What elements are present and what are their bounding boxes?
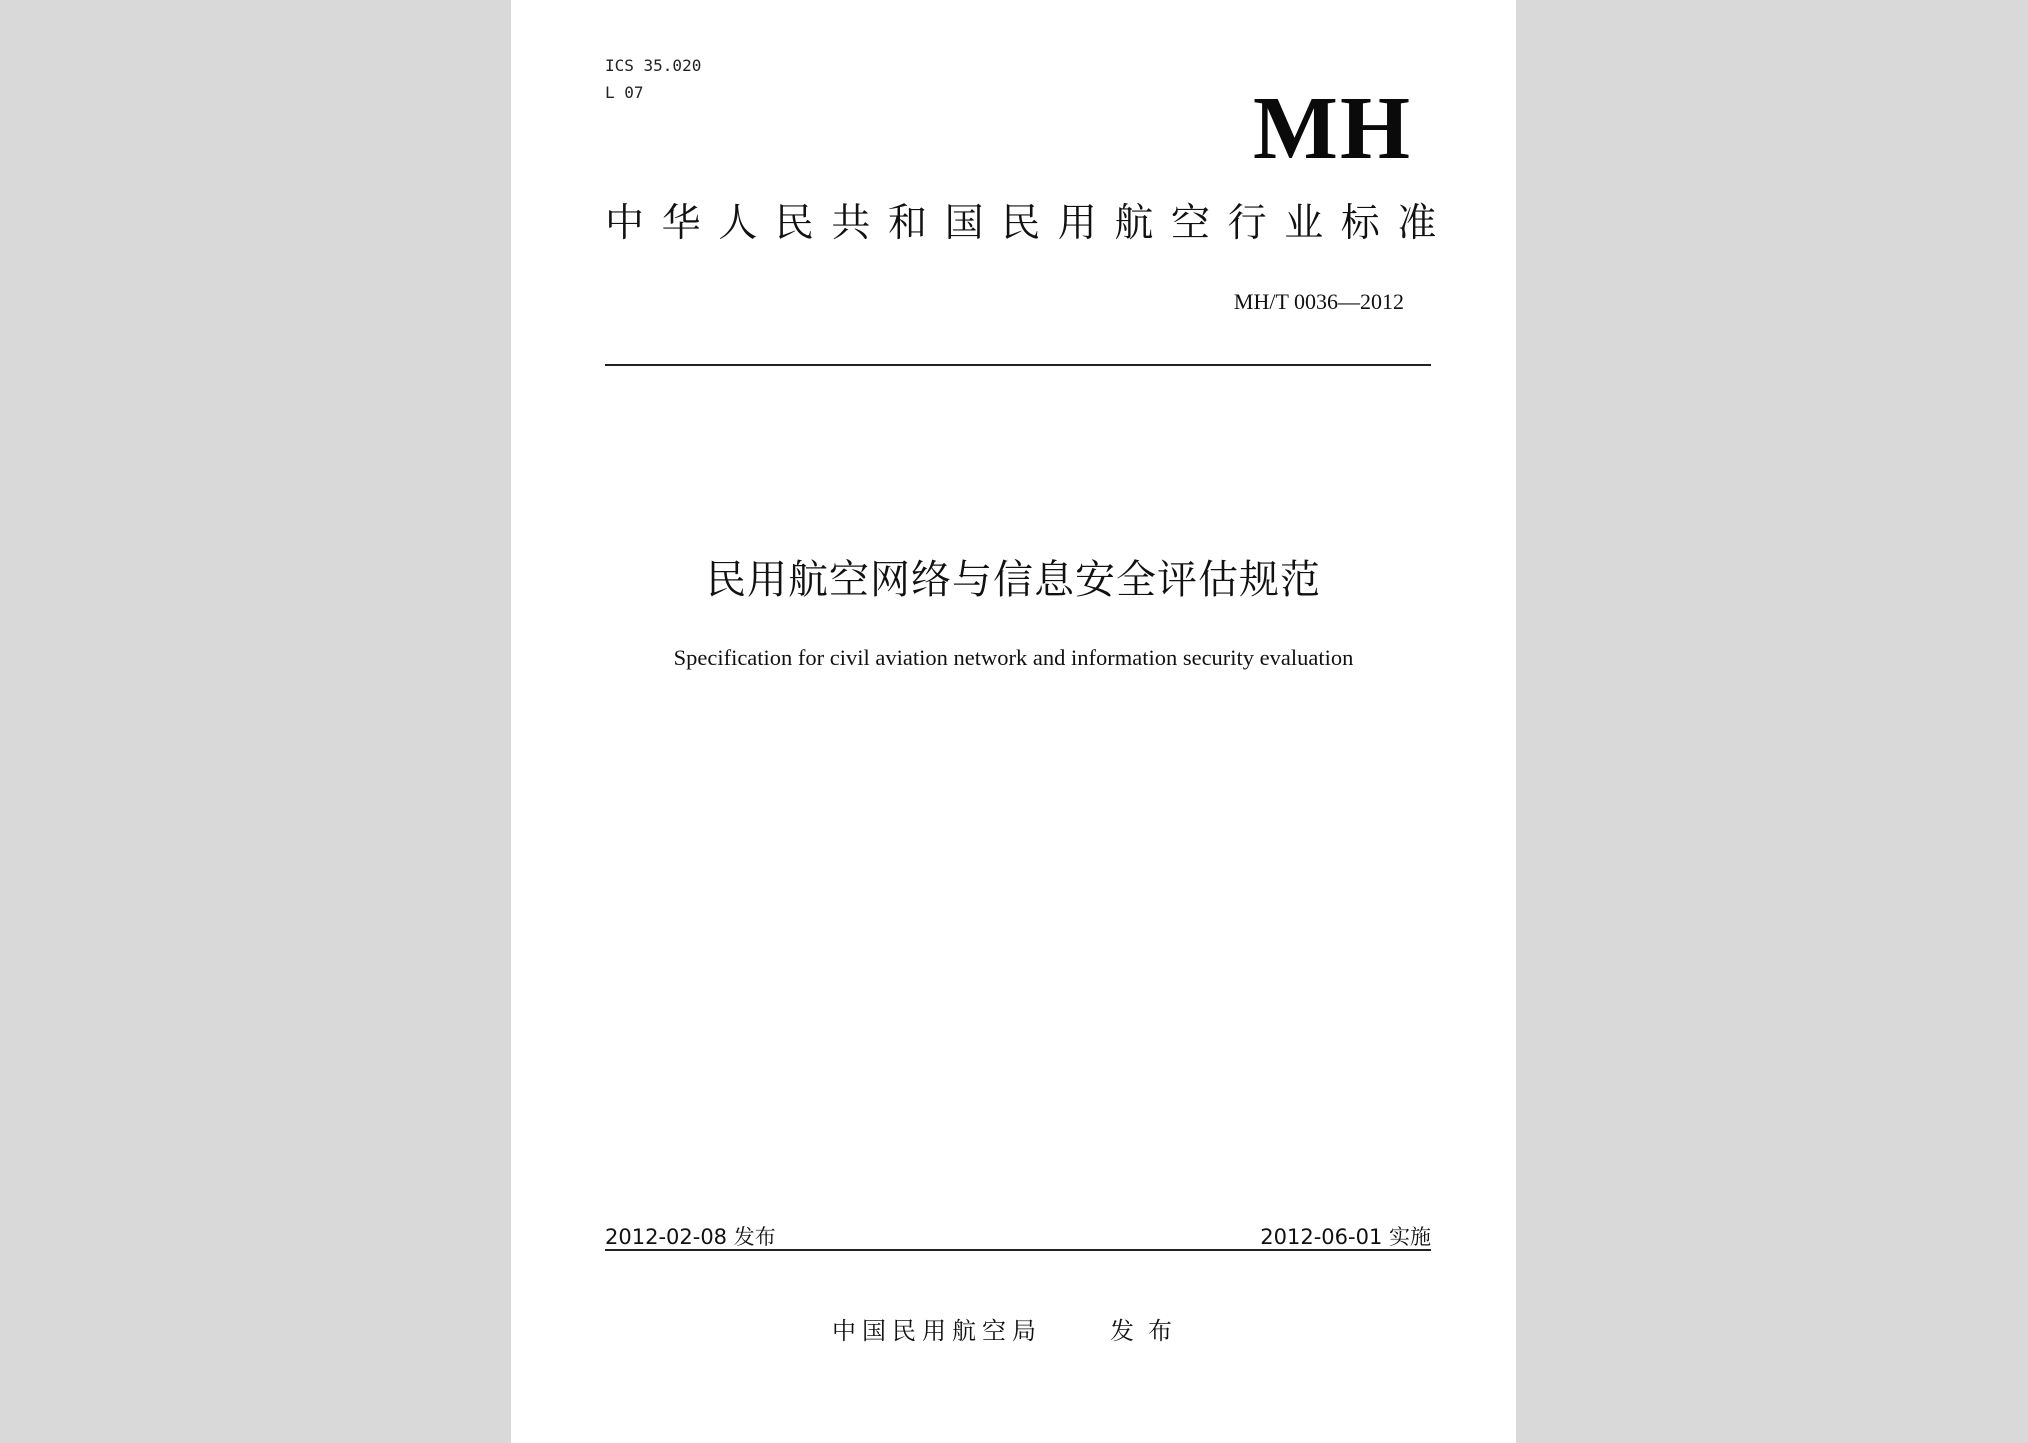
standard-category-heading: 中华人民共和国民用航空行业标准 [605, 201, 1455, 246]
footer-divider [605, 1249, 1431, 1251]
mh-logo: MH [1253, 79, 1412, 178]
ics-code: ICS 35.020 [605, 56, 702, 75]
ccs-code: L 07 [605, 83, 644, 102]
effective-date: 2012-06-01 实施 [1260, 1225, 1431, 1249]
standard-cover-page [511, 0, 1516, 1443]
publisher-name: 中国民用航空局 [832, 1317, 1042, 1345]
title-english: Specification for civil aviation network and information security evaluation [673, 645, 1354, 670]
issue-date: 2012-02-08 发布 [605, 1225, 776, 1249]
title-chinese: 民用航空网络与信息安全评估规范 [706, 557, 1321, 603]
standard-code: MH/T 0036—2012 [1233, 289, 1404, 314]
classification-codes [605, 52, 701, 106]
header-divider [605, 364, 1431, 366]
publish-label: 发布 [1110, 1317, 1186, 1345]
